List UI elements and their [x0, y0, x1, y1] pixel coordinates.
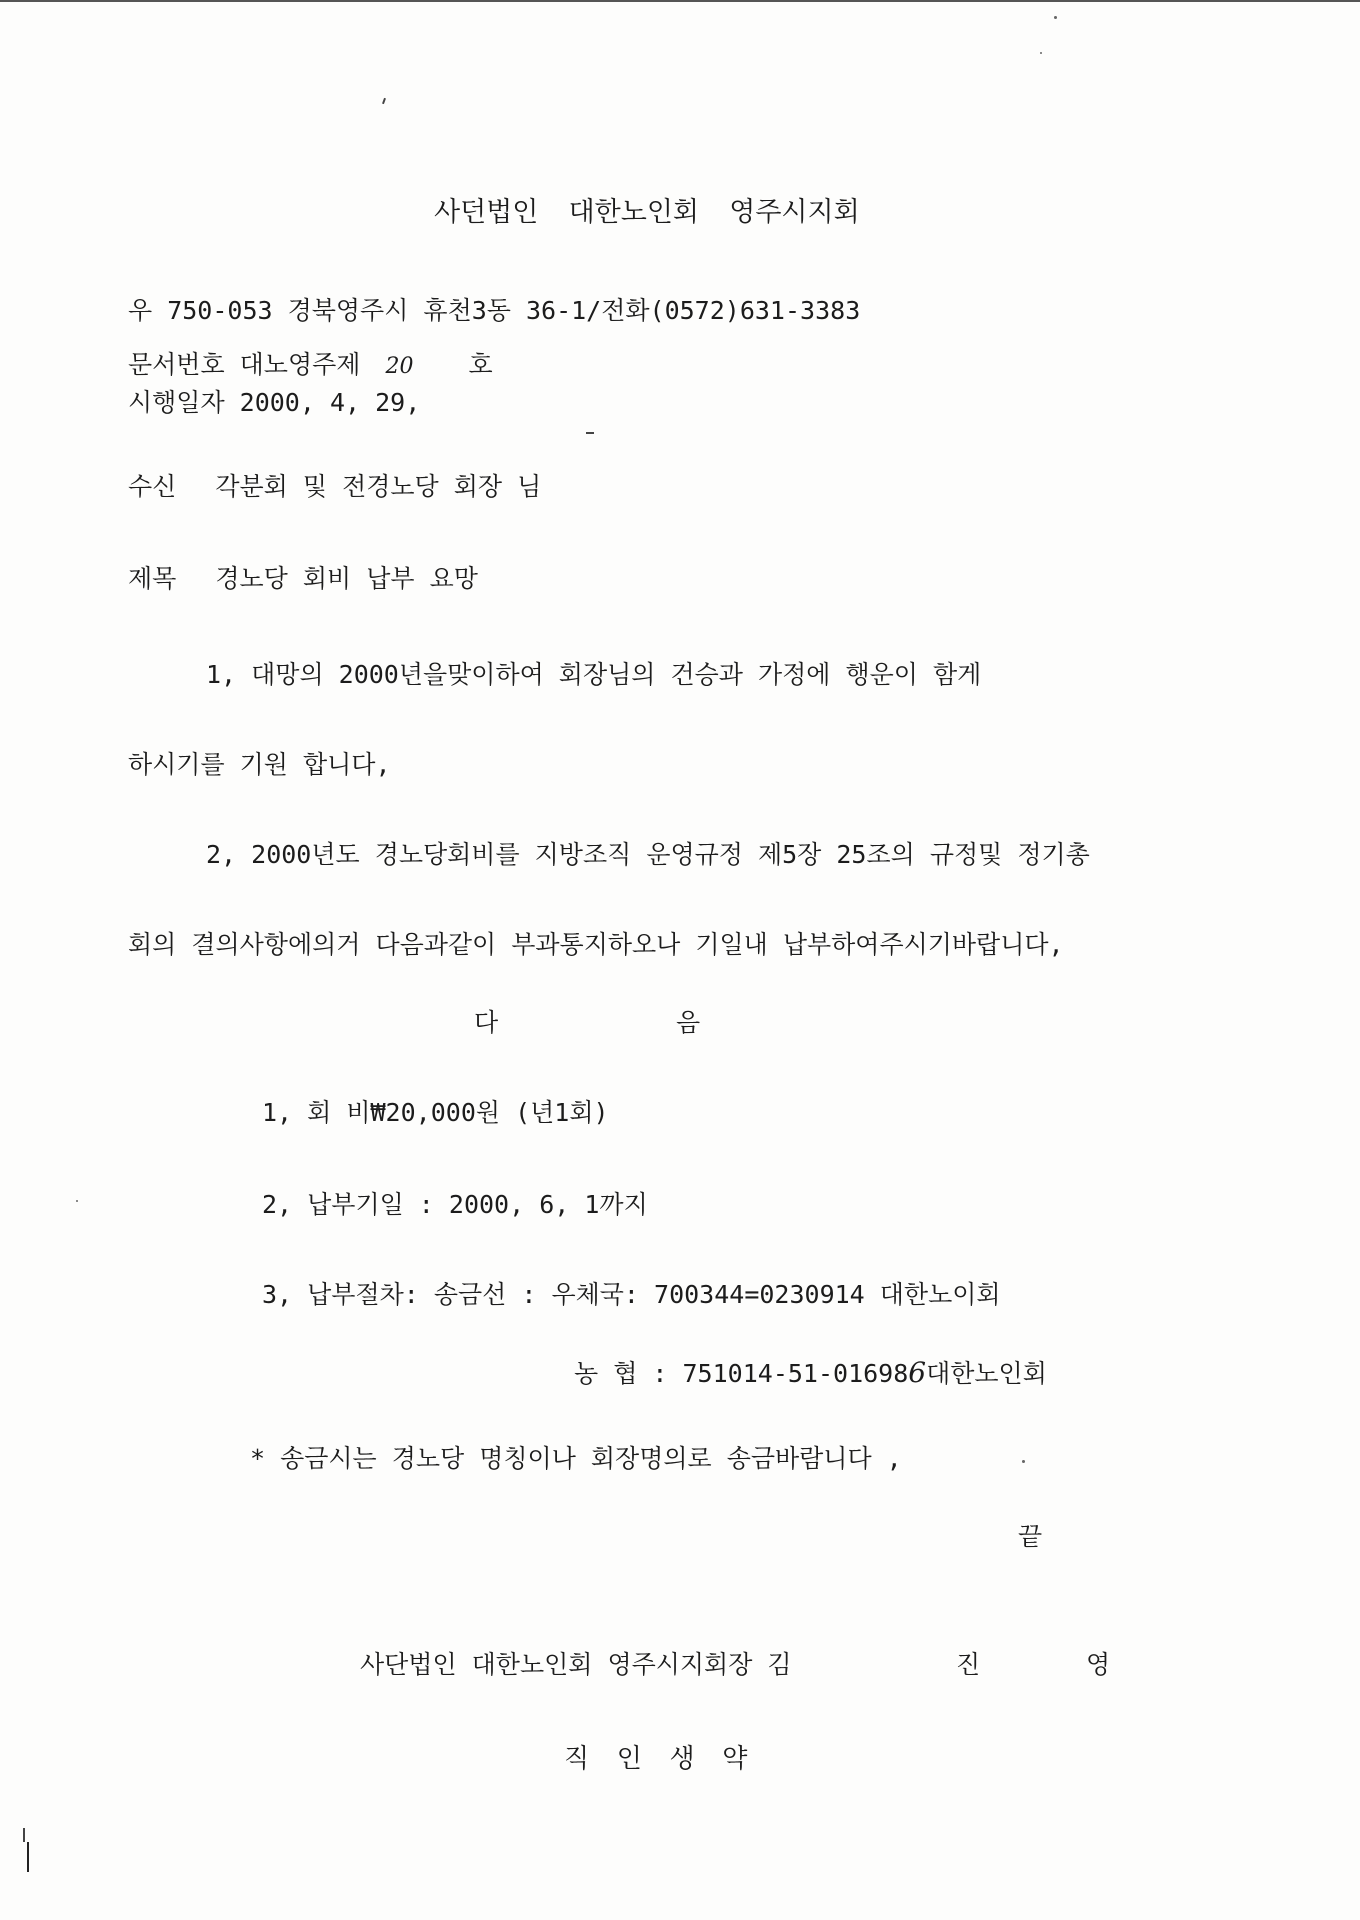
- sender-organization: 사단법인 대한노인회 영주시지회장 김: [360, 1650, 792, 1679]
- document-number-suffix: 호: [468, 350, 493, 379]
- recipient-label: 수신: [128, 472, 177, 501]
- scan-speck: [76, 1200, 78, 1202]
- end-mark: 끝: [1018, 1522, 1043, 1551]
- notice-heading-right: 음: [676, 1008, 701, 1037]
- scan-speck: [1040, 52, 1042, 54]
- paragraph-2-line-2: 회의 결의사항에의거 다음과같이 부과통지하오나 기일내 납부하여주시기바랍니다,: [128, 930, 1064, 959]
- scan-speck: [586, 432, 594, 434]
- paragraph-1-line-2: 하시기를 기원 합니다,: [128, 750, 391, 779]
- issue-date: 시행일자 2000, 4, 29,: [128, 388, 421, 417]
- item-procedure: 3, 납부절차: 송금선 : 우체국: 700344=0230914 대한노이회: [262, 1280, 1001, 1309]
- recipient-text: 각분회 및 전경노당 회장 님: [215, 472, 542, 501]
- organization-title: 사던법인 대한노인회 영주시지회: [434, 197, 860, 228]
- address-line: 우 750-053 경북영주시 휴천3동 36-1/전화(0572)631-3383: [128, 296, 861, 325]
- seal-omitted: 직 인 생 약: [564, 1744, 748, 1774]
- document-number: [128, 350, 493, 382]
- subject-label: 제목: [128, 564, 177, 593]
- bank-account-holder: 대한노인회: [926, 1359, 1047, 1388]
- item-bank-account: [574, 1358, 1047, 1389]
- subject-line: [128, 564, 478, 594]
- recipient-line: [128, 472, 541, 502]
- item-fee: 1, 회 비₩20,000원 (년1회): [262, 1098, 609, 1127]
- document-number-label: 문서번호 대노영주제: [128, 350, 361, 379]
- subject-text: 경노당 회비 납부 요망: [215, 564, 478, 593]
- paragraph-2-line-1: 2, 2000년도 경노당회비를 지방조직 운영규정 제5장 25조의 규정및 정기총: [206, 840, 1090, 869]
- paragraph-1-line-1: 1, 대망의 2000년을맞이하여 회장님의 건승과 가정에 행운이 함게: [206, 660, 982, 689]
- notice-heading-left: 다: [474, 1008, 499, 1037]
- remittance-note: * 송금시는 경노당 명칭이나 회장명의로 송금바람니다 ,: [250, 1444, 902, 1473]
- bank-handwritten-digit: 6: [908, 1356, 927, 1389]
- document-number-handwritten: 20: [385, 354, 414, 379]
- scan-speck: [23, 1828, 25, 1842]
- scan-speck: [27, 1842, 29, 1872]
- item-deadline: 2, 납부기일 : 2000, 6, 1까지: [262, 1190, 648, 1219]
- scan-speck: [1054, 16, 1057, 19]
- bank-account-number: 농 협 : 751014-51-01698: [574, 1359, 909, 1388]
- scan-speck: [1022, 1460, 1025, 1463]
- sender-name-3: 영: [1086, 1650, 1111, 1679]
- sender-name-2: 진: [956, 1650, 981, 1679]
- scan-speck: [382, 98, 386, 104]
